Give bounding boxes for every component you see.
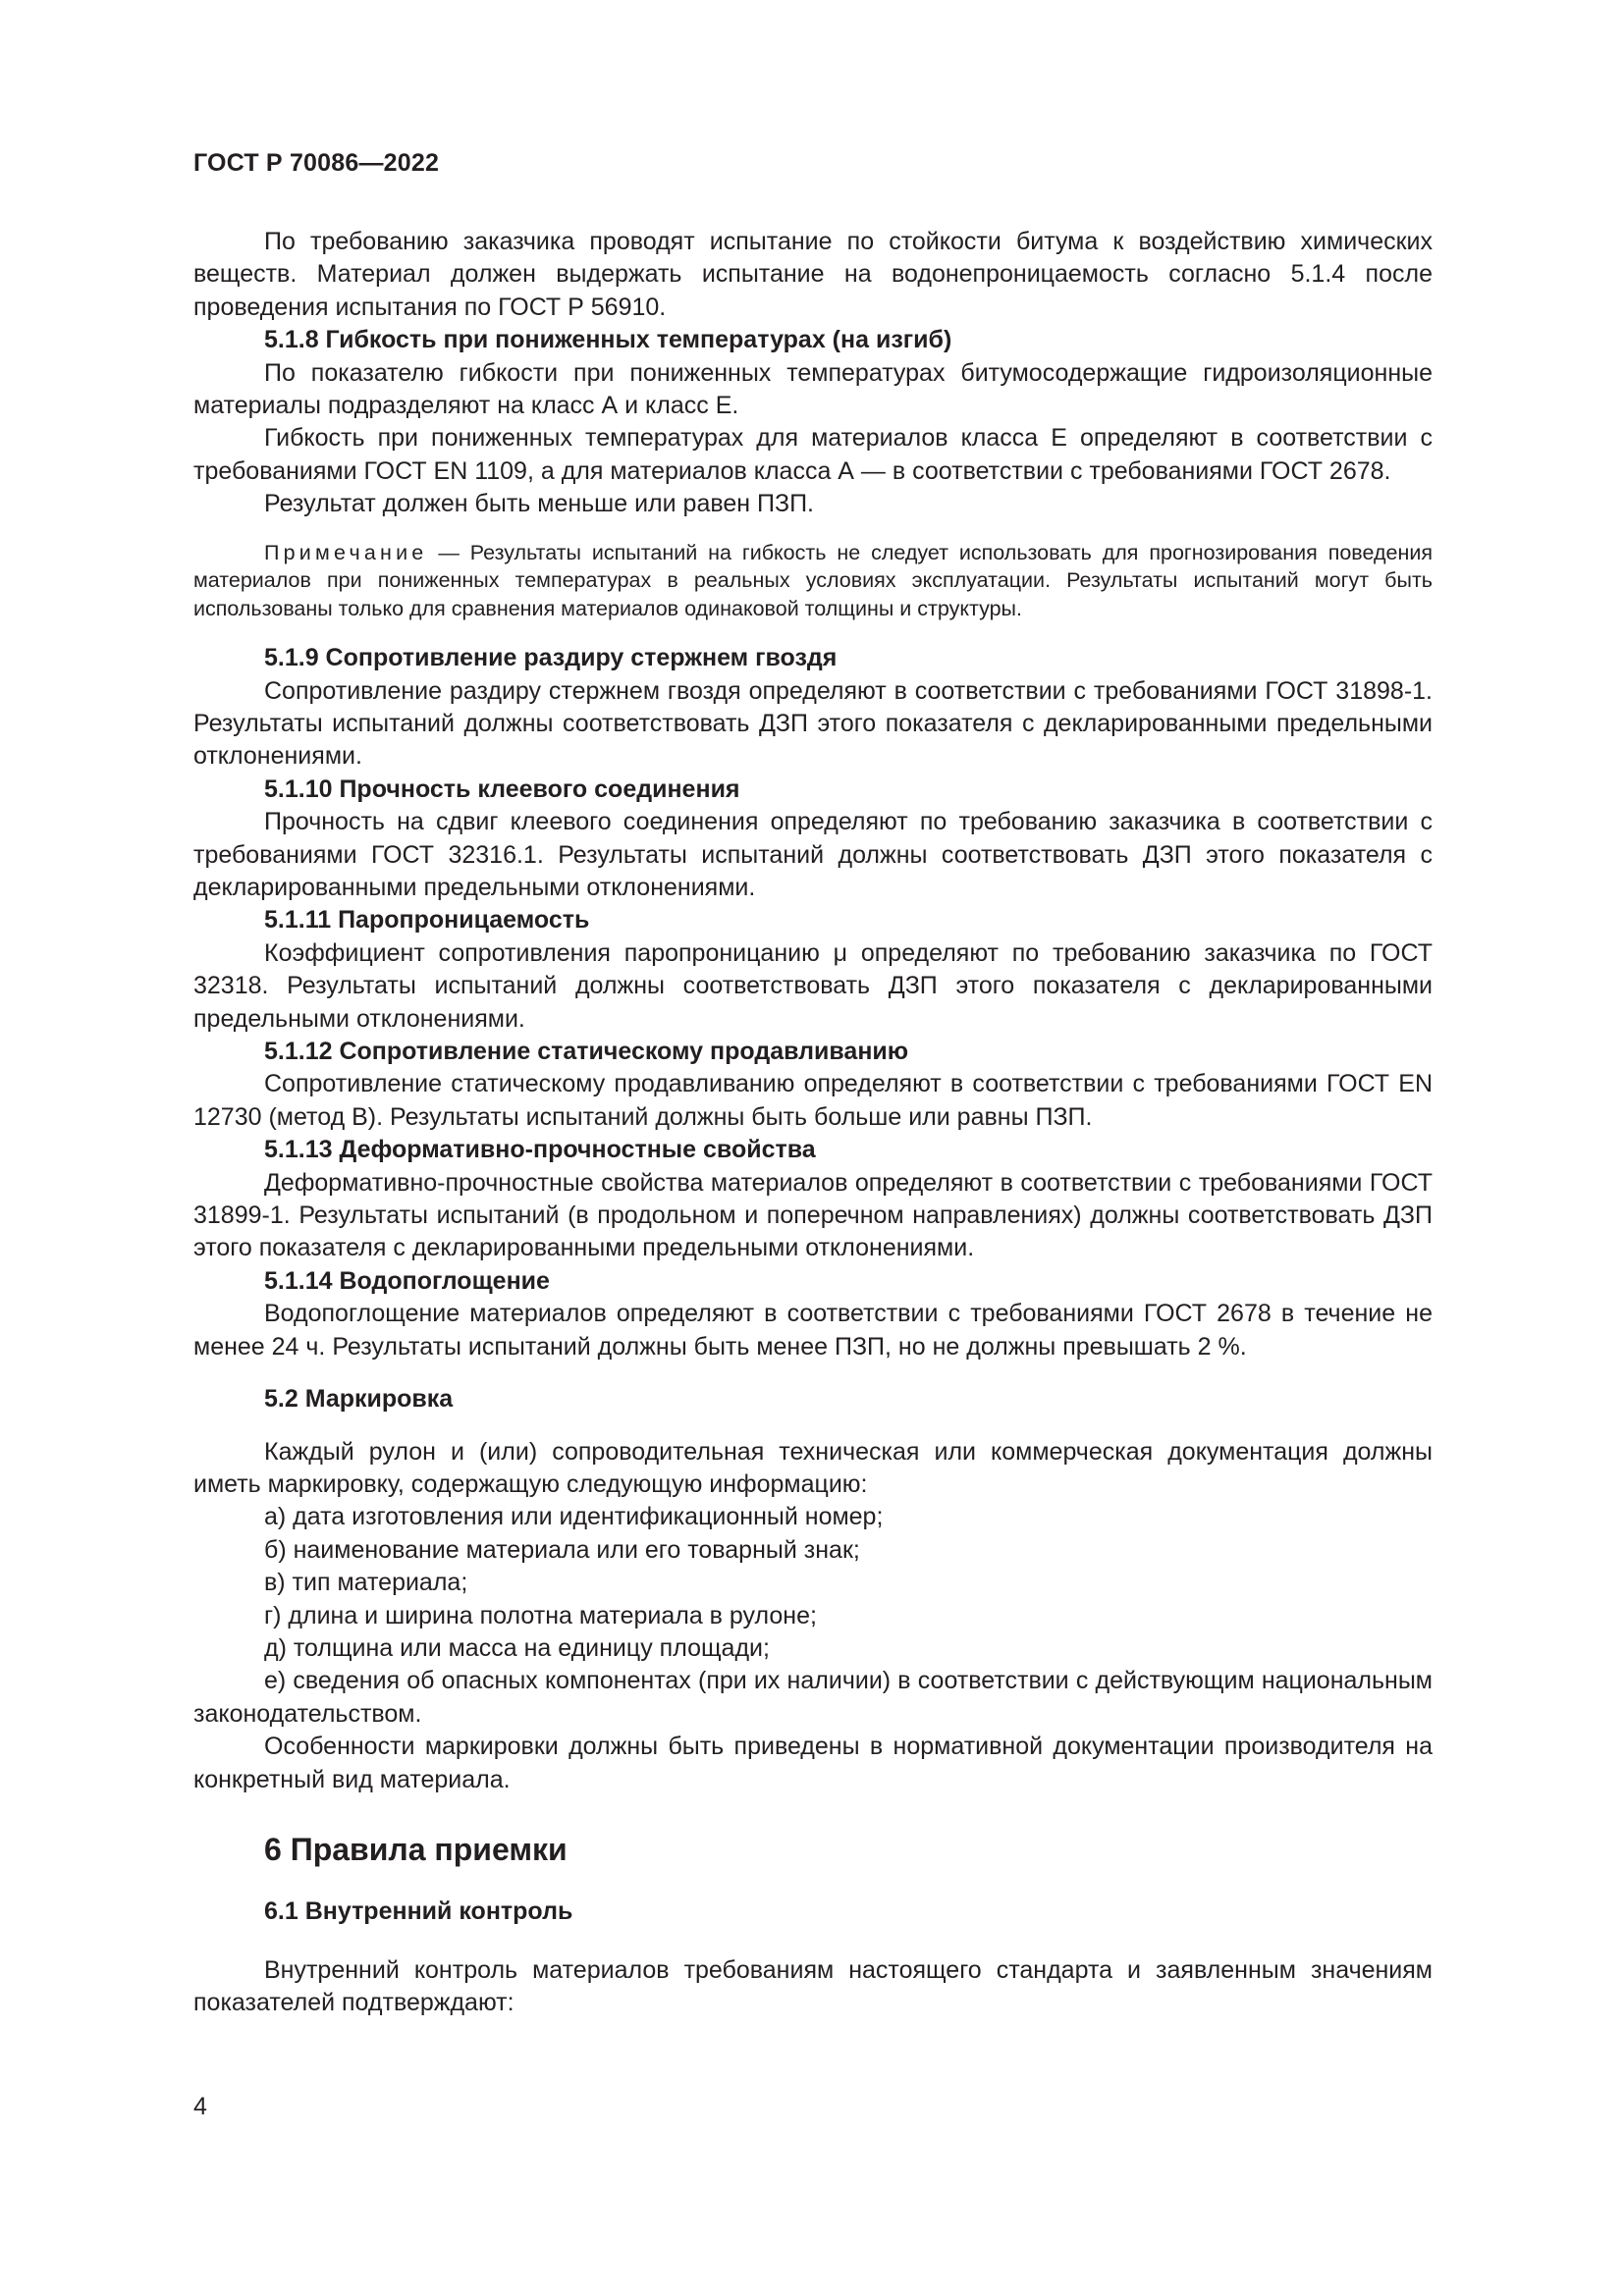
heading-5-2: 5.2 Маркировка bbox=[264, 1385, 454, 1414]
heading-5-1-8: 5.1.8 Гибкость при пониженных температурах (на изгиб) bbox=[264, 326, 952, 354]
paragraph-vapor-permeability: Коэффициент сопротивления паропроницанию μ определяют по требованию заказчика по ГОСТ 32318. Результаты испытаний должны соответствовать ДЗП этого показателя с декларированными предельными отклонениями. bbox=[193, 938, 1433, 1033]
paragraph-tensile-properties: Деформативно-прочностные свойства материалов определяют в соответствии с требованиями ГОСТ 31899-1. Результаты испытаний (в продольном и поперечном направлениях) должны соответствовать ДЗП этого показателя с декларированными предельными отклонениями. bbox=[193, 1168, 1433, 1262]
heading-5-1-12: 5.1.12 Сопротивление статическому продавливанию bbox=[264, 1038, 909, 1066]
page-header: ГОСТ Р 70086—2022 bbox=[193, 149, 440, 177]
document-body bbox=[193, 226, 1433, 2020]
list-item-v: в) тип материала; bbox=[264, 1569, 468, 1597]
paragraph-flexibility-methods: Гибкость при пониженных температурах для материалов класса Е определяют в соответствии с требованиями ГОСТ EN 1109, а для материалов класса А — в соответствии с требованиями ГОСТ 2678. bbox=[193, 424, 1433, 485]
heading-6-1: 6.1 Внутренний контроль bbox=[264, 1897, 573, 1926]
heading-5-1-9: 5.1.9 Сопротивление раздиру стержнем гвоздя bbox=[264, 644, 838, 672]
page-number: 4 bbox=[193, 2093, 207, 2120]
paragraph-adhesive-joint: Прочность на сдвиг клеевого соединения определяют по требованию заказчика в соответствии с требованиями ГОСТ 32316.1. Результаты испытаний должны соответствовать ДЗП этого показателя с декларированными предельными отклонениями. bbox=[193, 808, 1433, 901]
heading-5-1-13: 5.1.13 Деформативно-прочностные свойства bbox=[264, 1136, 816, 1164]
paragraph-flexibility-classes: По показателю гибкости при пониженных температурах битумосодержащие гидроизоляционные материалы подразделяют на класс А и класс Е. bbox=[193, 358, 1433, 420]
paragraph-internal-control: Внутренний контроль материалов требованиям настоящего стандарта и заявленным значениям показателей подтверждают: bbox=[193, 1955, 1433, 2017]
paragraph-nail-tear: Сопротивление раздиру стержнем гвоздя определяют в соответствии с требованиями ГОСТ 31898-1. Результаты испытаний должны соответствовать ДЗП этого показателя с декларированными предельными отклонениями. bbox=[193, 676, 1433, 771]
heading-6: 6 Правила приемки bbox=[264, 1831, 568, 1867]
heading-5-1-11: 5.1.11 Паропроницаемость bbox=[264, 906, 590, 934]
paragraph-water-absorption: Водопоглощение материалов определяют в соответствии с требованиями ГОСТ 2678 в течение не менее 24 ч. Результаты испытаний должны быть менее ПЗП, но не должны превышать 2 %. bbox=[193, 1300, 1433, 1361]
paragraph-marking-features: Особенности маркировки должны быть приведены в нормативной документации производителя на конкретный вид материала. bbox=[193, 1733, 1433, 1793]
note-label: Примечание bbox=[264, 540, 428, 564]
list-item-g: г) длина и ширина полотна материала в рулоне; bbox=[264, 1601, 817, 1629]
paragraph-marking-intro: Каждый рулон и (или) сопроводительная техническая или коммерческая документация должны иметь маркировку, содержащую следующую информацию: bbox=[193, 1437, 1433, 1498]
note-text: — Результаты испытаний на гибкость не следует использовать для прогнозирования поведения материалов при пониженных температурах в реальных условиях эксплуатации. Результаты испытаний могут быть использованы только для сравнения материалов одинаковой толщины и структуры. bbox=[193, 540, 1433, 620]
heading-5-1-14: 5.1.14 Водопоглощение bbox=[264, 1266, 550, 1295]
paragraph-static-puncture: Сопротивление статическому продавливанию определяют в соответствии с требованиями ГОСТ EN 12730 (метод B). Результаты испытаний должны быть больше или равны ПЗП. bbox=[193, 1070, 1433, 1131]
list-item-b: б) наименование материала или его товарный знак; bbox=[264, 1535, 860, 1564]
paragraph-chemical-resistance: По требованию заказчика проводят испытание по стойкости битума к воздействию химических веществ. Материал должен выдержать испытание на водонепроницаемость согласно 5.1.4 после проведения испытания по ГОСТ Р 56910. bbox=[193, 228, 1433, 321]
note bbox=[193, 539, 1433, 623]
heading-5-1-10: 5.1.10 Прочность клеевого соединения bbox=[264, 774, 740, 803]
list-item-d: д) толщина или масса на единицу площади; bbox=[264, 1633, 770, 1662]
list-item-a: а) дата изготовления или идентификационный номер; bbox=[264, 1503, 884, 1531]
list-item-e: е) сведения об опасных компонентах (при их наличии) в соответствии с действующим национальным законодательством. bbox=[193, 1667, 1433, 1728]
paragraph-flexibility-result: Результат должен быть меньше или равен ПЗП. bbox=[264, 490, 814, 518]
